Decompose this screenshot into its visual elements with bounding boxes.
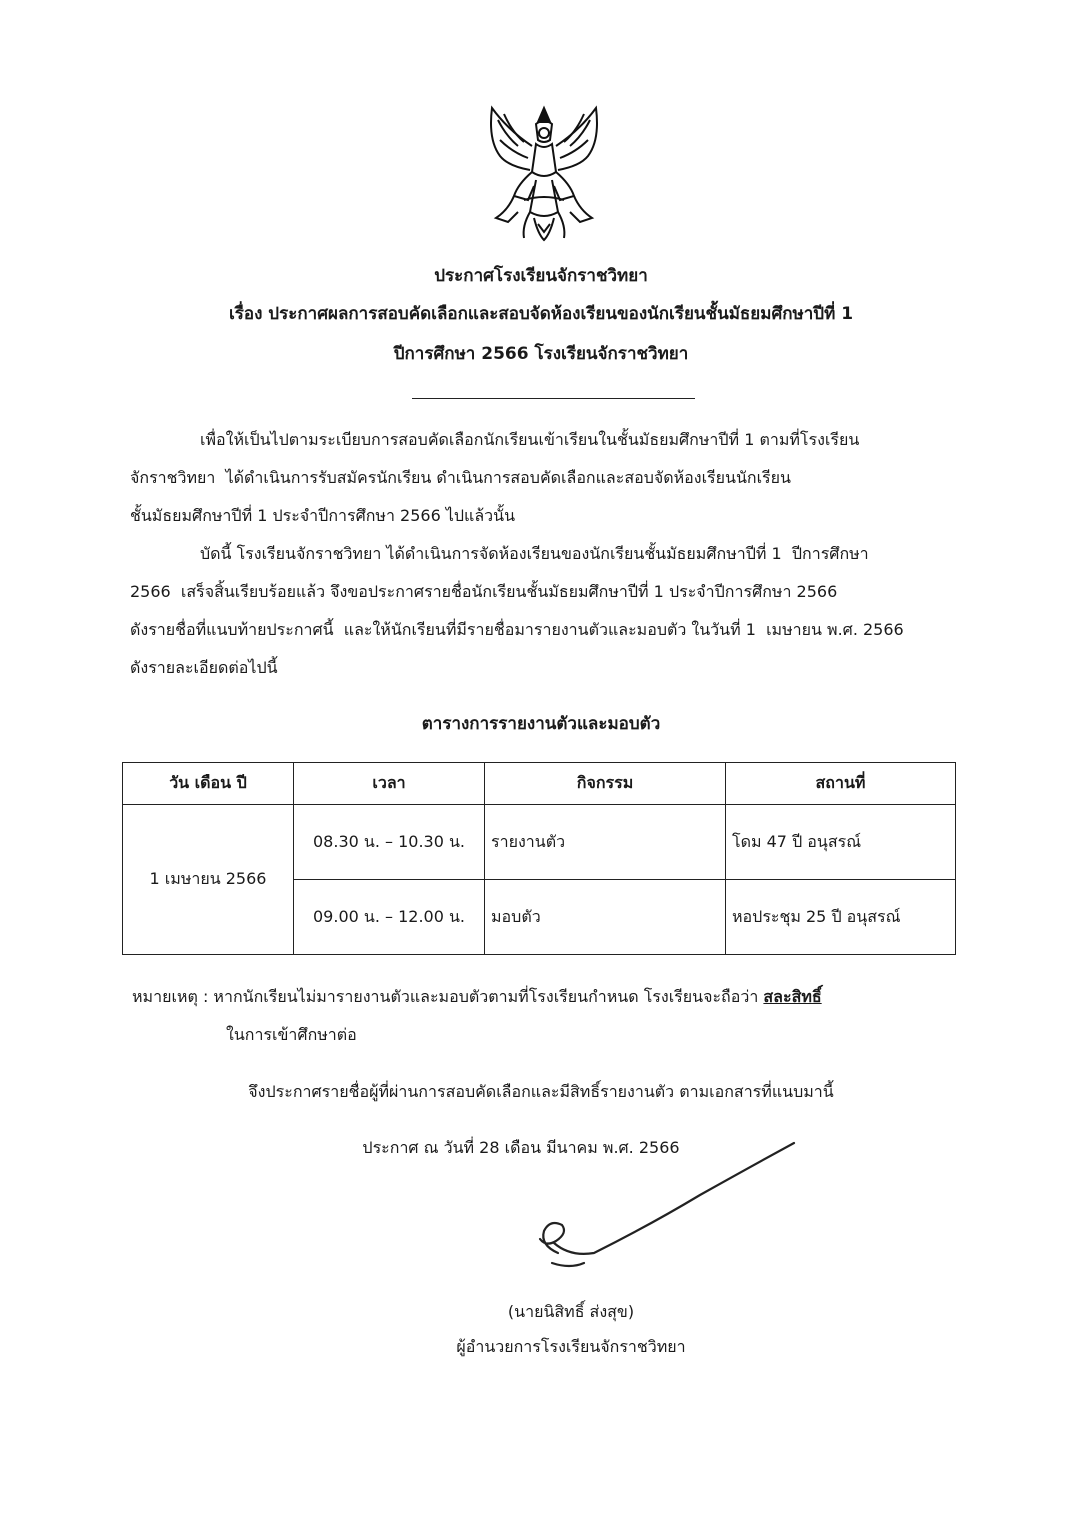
closing-announcement: จึงประกาศรายชื่อผู้ที่ผ่านการสอบคัดเลือกและมีสิทธิ์รายงานตัว ตามเอกสารที่แนบมานี้ [248,1082,834,1101]
cell-date: 1 เมษายน 2566 [123,805,294,955]
paragraph-2-line-3: ดังรายชื่อที่แนบท้ายประกาศนี้ และให้นักเรียนที่มีรายชื่อมารายงานตัวและมอบตัว ในวันที่ 1 เมษายน พ.ศ. 2566 [130,620,904,639]
announcement-subject: เรื่อง ประกาศผลการสอบคัดเลือกและสอบจัดห้องเรียนของนักเรียนชั้นมัธยมศึกษาปีที่ 1 [228,304,854,324]
paragraph-2-line-1: บัดนี้ โรงเรียนจักราชวิทยา ได้ดำเนินการจัดห้องเรียนของนักเรียนชั้นมัธยมศึกษาปีที่ 1 ปีการศึกษา [200,544,869,563]
signature-image [510,1135,810,1285]
cell-place: โดม 47 ปี อนุสรณ์ [726,805,956,880]
header-activity: กิจกรรม [485,763,726,805]
announcement-title: ประกาศโรงเรียนจักราชวิทยา [434,266,648,286]
cell-time: 09.00 น. – 12.00 น. [294,880,485,955]
paragraph-1-line-1: เพื่อให้เป็นไปตามระเบียบการสอบคัดเลือกนักเรียนเข้าเรียนในชั้นมัธยมศึกษาปีที่ 1 ตามที่โรงเรียน [200,430,860,449]
announcement-year-line: ปีการศึกษา 2566 โรงเรียนจักราชวิทยา [393,344,689,364]
table-header-row [123,763,956,805]
garuda-emblem-icon [478,100,610,245]
note-line-2: ในการเข้าศึกษาต่อ [226,1025,357,1044]
paragraph-2-line-2: 2566 เสร็จสิ้นเรียบร้อยแล้ว จึงขอประกาศรายชื่อนักเรียนชั้นมัธยมศึกษาปีที่ 1 ประจำปีการศึกษา 2566 [130,582,838,601]
paragraph-1-line-3: ชั้นมัธยมศึกษาปีที่ 1 ประจำปีการศึกษา 2566 ไปแล้วนั้น [130,506,516,525]
cell-place: หอประชุม 25 ปี อนุสรณ์ [726,880,956,955]
header-place: สถานที่ [726,763,956,805]
table-row [123,805,956,880]
note-prefix: หมายเหตุ : หากนักเรียนไม่มารายงานตัวและมอบตัวตามที่โรงเรียนกำหนด โรงเรียนจะถือว่า [132,987,764,1006]
signatory-name: (นายนิสิทธิ์ ส่งสุข) [507,1302,635,1321]
cell-activity: มอบตัว [485,880,726,955]
cell-time: 08.30 น. – 10.30 น. [294,805,485,880]
header-date: วัน เดือน ปี [123,763,294,805]
title-divider [412,398,695,399]
schedule-table [122,762,956,955]
signatory-position: ผู้อำนวยการโรงเรียนจักราชวิทยา [456,1337,686,1356]
announcement-date: ประกาศ ณ วันที่ 28 เดือน มีนาคม พ.ศ. 2566 [362,1138,680,1157]
paragraph-1-line-2: จักราชวิทยา ได้ดำเนินการรับสมัครนักเรียน ดำเนินการสอบคัดเลือกและสอบจัดห้องเรียนนักเรียน [130,468,791,487]
cell-activity: รายงานตัว [485,805,726,880]
header-time: เวลา [294,763,485,805]
note-line-1 [132,978,822,1015]
paragraph-2-line-4: ดังรายละเอียดต่อไปนี้ [130,658,278,677]
note-forfeit-emphasis: สละสิทธิ์ [763,987,822,1006]
schedule-title: ตารางการรายงานตัวและมอบตัว [421,714,661,734]
